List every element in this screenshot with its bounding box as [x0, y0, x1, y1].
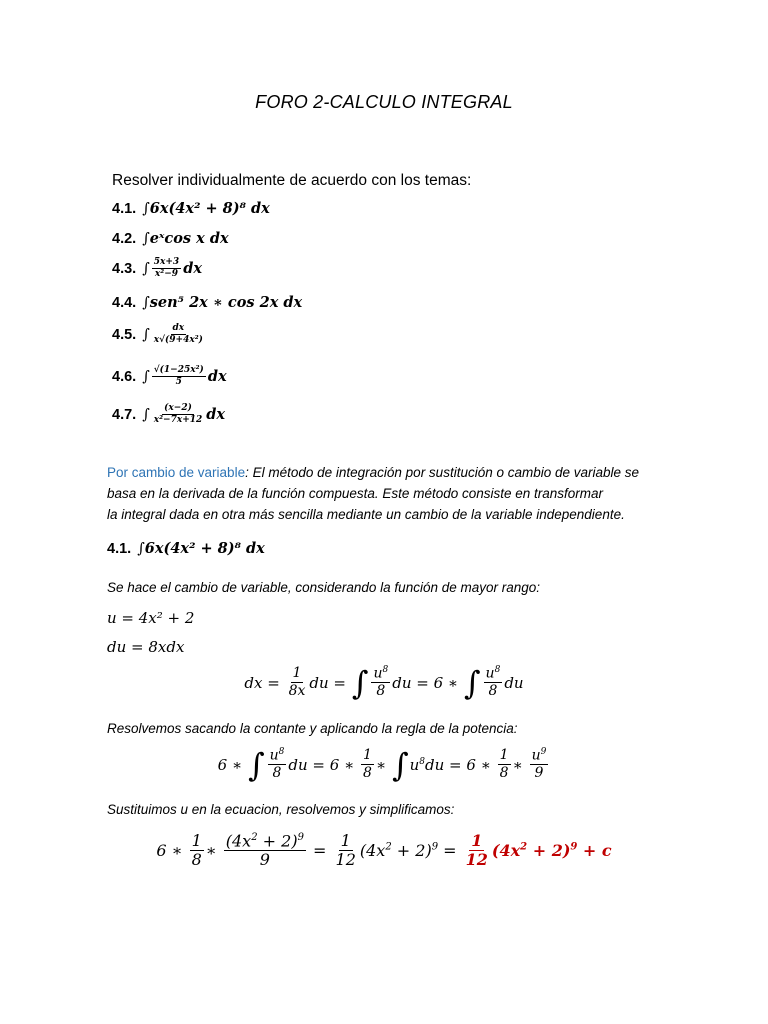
- equation-power-rule: 6 ∗ ∫ $\frac{u^8}{8}$ du = 6 ∗ $\frac{1}{8}$ ∗ ∫ $u^8du = 6$ ∗ $\frac{1}{8}$ ∗ $\frac{u^9}{9}$: [217, 745, 547, 784]
- fraction: $\frac{\text{√(1−25x²)}}{5}$: [153, 365, 204, 387]
- integral-sign: ∫: [351, 663, 369, 702]
- integral-sign: ∫: [142, 260, 150, 277]
- exercise-4-3: 4.3. ∫ $\frac{5x+3}{\text{x²−9}}$ dx: [112, 257, 202, 279]
- integral-sign: ∫: [247, 745, 265, 784]
- exercise-4-6: 4.6. ∫ $\frac{\text{√(1−25x²)}}{5}$ dx: [112, 365, 227, 387]
- fraction: $\frac{(x-2)}{\text{x²−7x+12}}$: [153, 403, 203, 425]
- fraction: $\frac{5x+3}{\text{x²−9}}$: [153, 257, 180, 279]
- integral-sign: ∫: [142, 406, 150, 423]
- exercise-4-7: 4.7. ∫ $\frac{(x-2)}{\text{x²−7x+12}}$ dx: [112, 403, 226, 425]
- integral-sign: ∫: [391, 745, 409, 784]
- integral-sign: ∫: [142, 326, 150, 343]
- integral-sign: ∫: [463, 663, 481, 702]
- integral-sign: ∫: [142, 294, 150, 311]
- instructions: Resolver individualmente de acuerdo con los temas:: [112, 172, 472, 189]
- section-heading: Por cambio de variable: [107, 465, 246, 480]
- fraction: $\frac{u^8}{8}$: [485, 665, 501, 700]
- fraction: $\frac{1}{8x}$: [288, 665, 306, 699]
- integral-sign: ∫: [142, 368, 150, 385]
- method-paragraph: Por cambio de variable: El método de integración por sustitución o cambio de variable se basa en la derivada de la función compuesta. Este método consiste en transformar la integral dada en otra más sencilla mediante un cambio de la variable independiente.: [107, 465, 640, 522]
- integral-sign: ∫: [142, 200, 150, 217]
- step-note-1: Se hace el cambio de variable, considerando la función de mayor rango:: [107, 580, 541, 595]
- integral-sign: ∫: [137, 540, 145, 557]
- fraction: $\frac{1}{8}$: [499, 747, 509, 781]
- final-answer: $\frac{1}{12}$ $(4x^2 + 2)^9 + c$: [465, 831, 612, 869]
- exercise-4-1: 4.1. ∫ 6x(4x² + 8)⁸ dx: [112, 200, 270, 217]
- fraction: $\frac{1}{8}$: [363, 747, 372, 781]
- equation-final: 6 ∗ $\frac{1}{8}$ ∗ $\frac{(4x^2 + 2)^9}{9}$ = $\frac{1}{12}$ $(4x^2 + 2)^9$ = $\frac{1}{12}$ $(4x^2 + 2)^9 + c$: [156, 831, 612, 869]
- fraction: $\frac{1}{8}$: [191, 831, 202, 869]
- exercise-4-4: 4.4. ∫ sen⁵ 2x ∗ cos 2x dx: [112, 294, 303, 311]
- fraction: $\frac{u^8}{8}$: [373, 665, 389, 700]
- document-title: FORO 2-CALCULO INTEGRAL: [255, 92, 513, 112]
- fraction: $\frac{1}{12}$: [465, 831, 488, 869]
- solution-heading: 4.1. ∫ 6x(4x² + 8)⁸ dx: [107, 540, 265, 557]
- step-note-2: Resolvemos sacando la contante y aplicando la regla de la potencia:: [107, 721, 518, 736]
- u-substitution: u = 4x² + 2: [107, 609, 195, 627]
- fraction: $\frac{u^9}{9}$: [531, 747, 547, 782]
- integral-sign: ∫: [142, 230, 150, 247]
- du-equation: du = 8xdx: [107, 638, 185, 656]
- fraction: $\frac{(4x^2 + 2)^9}{9}$: [225, 831, 304, 869]
- fraction: $\frac{1}{12}$: [335, 831, 356, 869]
- fraction: $\frac{u^8}{8}$: [269, 747, 285, 782]
- step-note-3: Sustituimos u en la ecuacion, resolvemos y simplificamos:: [107, 802, 455, 817]
- fraction: $\frac{dx}{\text{x√(9+4x²)}}$: [153, 323, 203, 345]
- exercise-4-5: 4.5. ∫ $\frac{dx}{\text{x√(9+4x²)}}$: [112, 323, 203, 345]
- equation-dx: dx = $\frac{1}{8x}$ du = ∫ $\frac{u^8}{8}$ du = 6 ∗ ∫ $\frac{u^8}{8}$ du: [244, 663, 524, 702]
- exercise-4-2: 4.2. ∫ eˣcos x dx: [112, 230, 229, 247]
